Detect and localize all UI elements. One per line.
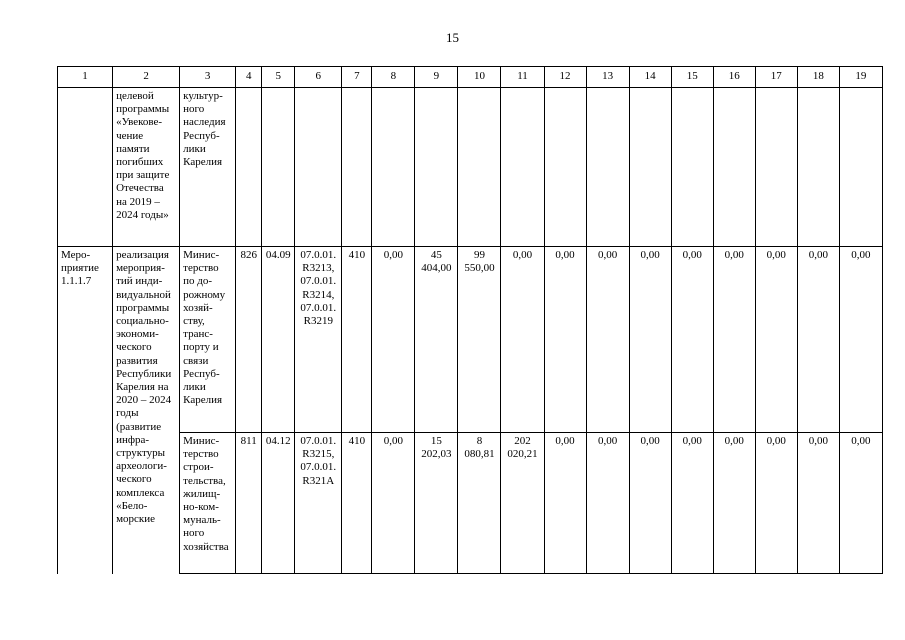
header-cell: 4: [236, 67, 262, 88]
table-cell: [501, 88, 544, 247]
amount-cell: 0,00: [629, 433, 671, 574]
header-row: [58, 67, 883, 88]
table-cell: [58, 88, 113, 247]
header-cell: 17: [755, 67, 797, 88]
page-number: 15: [446, 30, 459, 45]
table-cell: [295, 88, 342, 247]
header-cell: 8: [372, 67, 415, 88]
table-cell: [586, 88, 629, 247]
table-cell: [342, 88, 372, 247]
amount-cell: 45 404,00: [415, 247, 458, 433]
header-cell: 6: [295, 67, 342, 88]
executor-cell: культур- ного наследия Респуб- лики Карелия: [180, 88, 236, 247]
header-cell: 19: [839, 67, 882, 88]
target-article-cell: 07.0.01. R3213, 07.0.01. R3214, 07.0.01. R3219: [295, 247, 342, 433]
header-cell: 10: [458, 67, 501, 88]
amount-cell: 0,00: [797, 433, 839, 574]
header-cell: 11: [501, 67, 544, 88]
header-cell: 9: [415, 67, 458, 88]
amount-cell: 0,00: [713, 433, 755, 574]
amount-cell: 0,00: [586, 247, 629, 433]
table-cell: [839, 88, 882, 247]
header-cell: 14: [629, 67, 671, 88]
table-cell: [755, 88, 797, 247]
executor-cell: Минис- терство строи- тельства, жилищ- но-ком- муналь- ного хозяйства: [180, 433, 236, 574]
table-row-continued: [58, 88, 883, 247]
grbs-code-cell: 811: [236, 433, 262, 574]
amount-cell: 0,00: [372, 433, 415, 574]
amount-cell: 15 202,03: [415, 433, 458, 574]
expense-type-cell: 410: [342, 433, 372, 574]
header-cell: 7: [342, 67, 372, 88]
amount-cell: 0,00: [671, 247, 713, 433]
header-cell: 18: [797, 67, 839, 88]
amount-cell: 0,00: [755, 433, 797, 574]
section-code-cell: 04.12: [262, 433, 295, 574]
amount-cell: 99 550,00: [458, 247, 501, 433]
table-cell: [671, 88, 713, 247]
header-cell: 13: [586, 67, 629, 88]
amount-cell: 202 020,21: [501, 433, 544, 574]
amount-cell: 0,00: [713, 247, 755, 433]
amount-cell: 0,00: [501, 247, 544, 433]
amount-cell: 0,00: [797, 247, 839, 433]
amount-cell: 0,00: [671, 433, 713, 574]
table-cell: [713, 88, 755, 247]
amount-cell: 0,00: [586, 433, 629, 574]
target-article-cell: 07.0.01. R3215, 07.0.01. R321A: [295, 433, 342, 574]
amount-cell: 8 080,81: [458, 433, 501, 574]
table-cell: [797, 88, 839, 247]
grbs-code-cell: 826: [236, 247, 262, 433]
table-cell: [236, 88, 262, 247]
amount-cell: 0,00: [544, 247, 586, 433]
amount-cell: 0,00: [755, 247, 797, 433]
amount-cell: 0,00: [372, 247, 415, 433]
event-name-cell: реализация мероприя- тий инди- видуальной программы социально- экономи- ческого развития Республики Карелия на 2020 – 2024 годы (развитие инфра- структуры археологи- ческого комплекса «Бело- морские: [113, 247, 180, 574]
table-cell: [544, 88, 586, 247]
header-cell: 5: [262, 67, 295, 88]
header-cell: 16: [713, 67, 755, 88]
header-cell: 3: [180, 67, 236, 88]
header-cell: 1: [58, 67, 113, 88]
table-cell: [372, 88, 415, 247]
expense-type-cell: 410: [342, 247, 372, 433]
program-name-cell: целевой программы «Увекове- чение памяти погибших при защите Отечества на 2019 – 2024 годы»: [113, 88, 180, 247]
amount-cell: 0,00: [839, 247, 882, 433]
table-cell: [262, 88, 295, 247]
table-cell: [458, 88, 501, 247]
executor-cell: Минис- терство по до- рожному хозяй- ству, транс- порту и связи Респуб- лики Карелия: [180, 247, 236, 433]
table-cell: [629, 88, 671, 247]
header-cell: 2: [113, 67, 180, 88]
table-row-event-2: [58, 433, 883, 574]
header-cell: 12: [544, 67, 586, 88]
table-cell: [415, 88, 458, 247]
budget-table: [57, 66, 883, 574]
amount-cell: 0,00: [839, 433, 882, 574]
amount-cell: 0,00: [629, 247, 671, 433]
header-cell: 15: [671, 67, 713, 88]
amount-cell: 0,00: [544, 433, 586, 574]
table-row-event-1: [58, 247, 883, 433]
event-number-cell: Меро- приятие 1.1.1.7: [58, 247, 113, 574]
section-code-cell: 04.09: [262, 247, 295, 433]
